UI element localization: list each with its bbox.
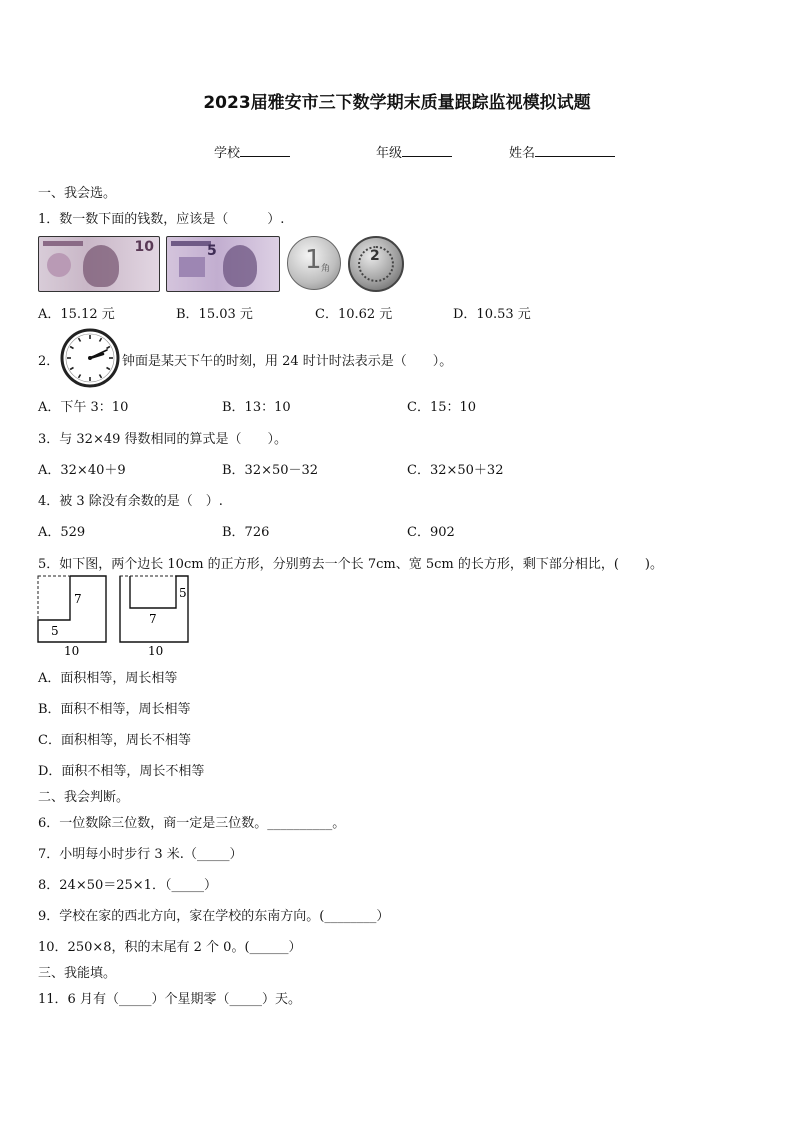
fig2-label-5: 5	[179, 586, 187, 600]
coin-1-value: 1	[305, 245, 322, 275]
fig1-label-7: 7	[74, 592, 82, 606]
question-2: 钟面是某天下午的时刻，用 24 时计时法表示是（ ）。	[122, 354, 453, 369]
fig1-label-5: 5	[51, 624, 59, 638]
clock-icon	[60, 328, 120, 388]
question-2-number: 2．	[38, 354, 60, 369]
coin-1-jiao	[287, 236, 341, 290]
q3-option-a: A．32×40＋9	[38, 463, 126, 478]
section-3-heading: 三、我能填。	[38, 966, 117, 981]
name-field	[509, 142, 615, 161]
grade-field	[376, 142, 452, 161]
page-title: 2023届雅安市三下数学期末质量跟踪监视模拟试题	[203, 93, 591, 113]
square-figure-1	[36, 574, 110, 658]
section-2-heading: 二、我会判断。	[38, 790, 130, 805]
question-4: 4．被 3 除没有余数的是（ ）.	[38, 494, 223, 509]
question-5: 5．如下图，两个边长 10cm 的正方形，分别剪去一个长 7cm、宽 5cm 的长方形，剩下部分相比，( )。	[38, 557, 663, 572]
q5-option-b: B．面积不相等，周长相等	[38, 702, 191, 717]
q3-option-c: C．32×50＋32	[407, 463, 504, 478]
school-field	[214, 142, 290, 161]
q5-option-d: D．面积不相等，周长不相等	[38, 764, 205, 779]
note-10-value: 10	[134, 239, 154, 255]
question-6: 6．一位数除三位数，商一定是三位数。__________。	[38, 816, 346, 831]
grade-blank	[402, 144, 452, 157]
banknote-10-yuan	[38, 236, 160, 292]
school-blank	[240, 144, 290, 157]
school-label: 学校	[214, 146, 241, 161]
coin-2-value: 2	[370, 248, 380, 264]
q1-option-d: D．10.53 元	[453, 307, 531, 322]
question-10: 10．250×8，积的末尾有 2 个 0。(______）	[38, 940, 302, 955]
square-figure-2	[118, 574, 192, 658]
fig2-label-10: 10	[148, 644, 164, 658]
name-label: 姓名	[509, 146, 536, 161]
q1-option-c: C．10.62 元	[315, 307, 393, 322]
q4-option-b: B．726	[222, 525, 270, 540]
question-1: 1．数一数下面的钱数，应该是（ ）.	[38, 212, 285, 227]
q2-option-c: C．15：10	[407, 400, 477, 415]
question-11: 11．6 月有（_____）个星期零（_____）天。	[38, 992, 301, 1007]
q2-option-b: B．13：10	[222, 400, 291, 415]
question-7: 7．小明每小时步行 3 米.（_____）	[38, 847, 243, 862]
question-8: 8．24×50＝25×1．（_____）	[38, 878, 217, 893]
section-1-heading: 一、我会选。	[38, 186, 117, 201]
fig2-label-7: 7	[149, 612, 157, 626]
question-9: 9．学校在家的西北方向，家在学校的东南方向。(________）	[38, 909, 390, 924]
name-blank	[535, 144, 615, 157]
note-5-value: 5	[207, 243, 217, 259]
coin-1-unit: 角	[321, 264, 331, 274]
q1-option-b: B．15.03 元	[176, 307, 253, 322]
question-3: 3．与 32×49 得数相同的算式是（ ）。	[38, 432, 288, 447]
q2-option-a: A．下午 3：10	[38, 400, 129, 415]
q5-option-a: A．面积相等，周长相等	[38, 671, 178, 686]
q4-option-c: C．902	[407, 525, 455, 540]
q3-option-b: B．32×50－32	[222, 463, 319, 478]
fig1-label-10: 10	[64, 644, 80, 658]
q5-option-c: C．面积相等，周长不相等	[38, 733, 191, 748]
banknote-5-yuan	[166, 236, 280, 292]
q1-option-a: A．15.12 元	[38, 307, 115, 322]
coin-2-fen	[348, 236, 404, 292]
grade-label: 年级	[376, 146, 403, 161]
q4-option-a: A．529	[38, 525, 86, 540]
